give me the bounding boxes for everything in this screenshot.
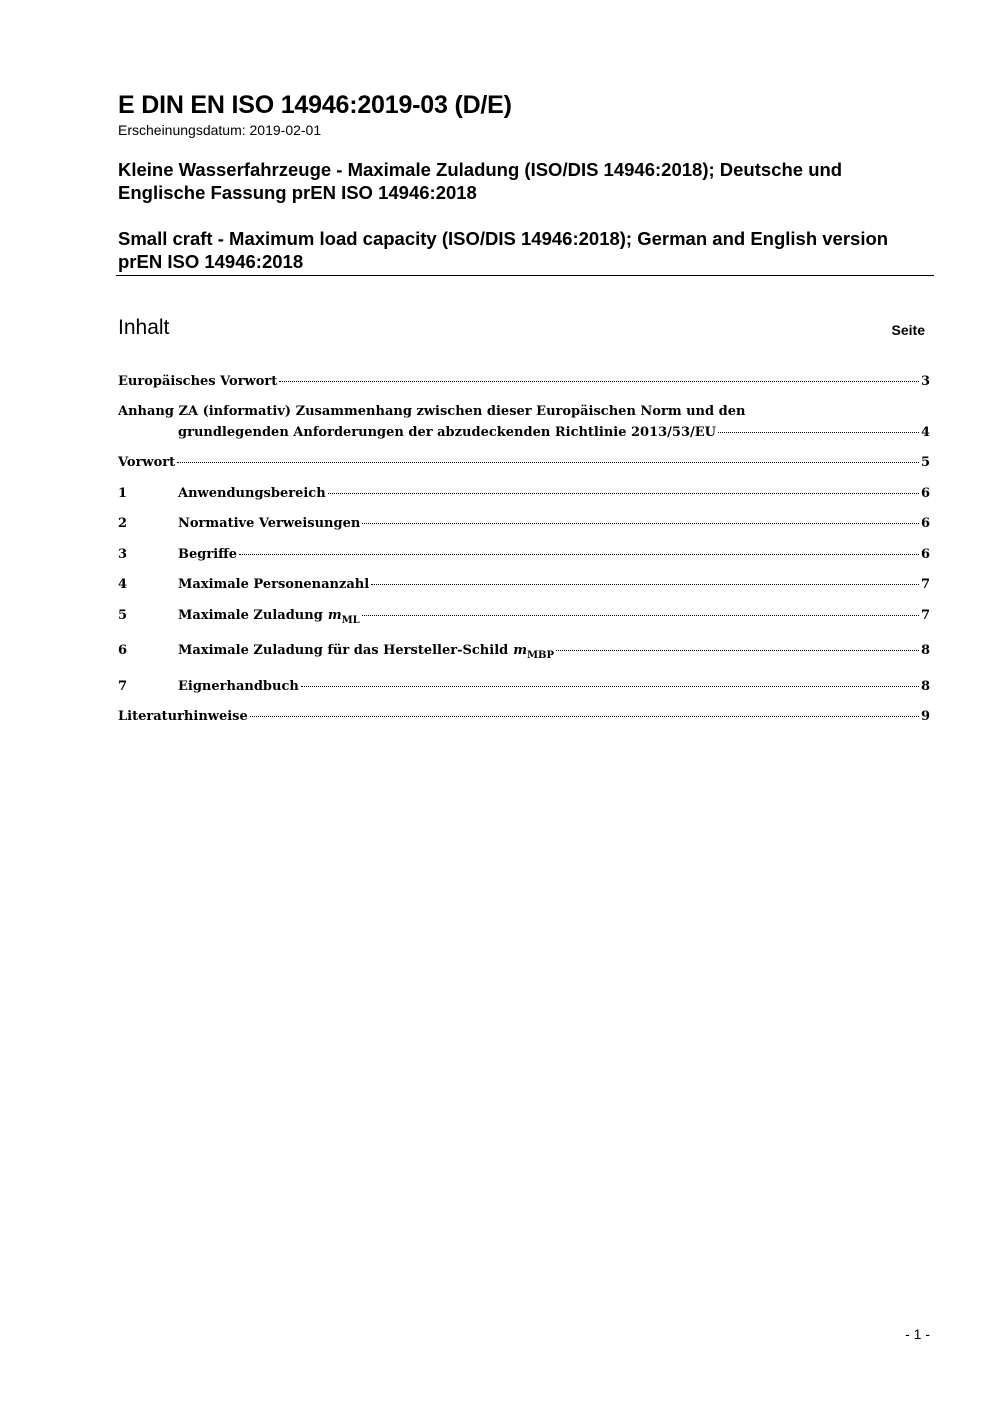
- document-title: E DIN EN ISO 14946:2019-03 (D/E): [118, 91, 512, 119]
- toc-leader: [279, 381, 919, 382]
- toc-entry-title: Literaturhinweise: [118, 709, 248, 724]
- toc-entry-title: Maximale Personenanzahl: [178, 577, 370, 592]
- toc-entry-europaeisches-vorwort[interactable]: [118, 372, 930, 392]
- toc-leader: [718, 432, 919, 433]
- toc-entry-title: Maximale Zuladung: [178, 608, 323, 623]
- toc-entry-title: Anwendungsbereich: [178, 486, 326, 501]
- toc-entry-number: 2: [118, 516, 128, 531]
- toc-entry-page: 3: [920, 374, 930, 389]
- toc-leader: [328, 493, 919, 494]
- toc-entry-number: 7: [118, 679, 128, 694]
- toc-entry-page: 6: [920, 516, 930, 531]
- toc-entry-3[interactable]: [118, 545, 930, 565]
- toc-entry-number: 4: [118, 577, 128, 592]
- title-german: Kleine Wasserfahrzeuge - Maximale Zuladung (ISO/DIS 14946:2018); Deutsche und Englische Fassung prEN ISO 14946:2018: [118, 159, 843, 203]
- toc-entry-page: 7: [920, 577, 930, 592]
- toc-entry-page: 6: [920, 486, 930, 501]
- toc-leader: [250, 716, 919, 717]
- toc-entry-title: Europäisches Vorwort: [118, 374, 278, 389]
- toc-entry-title: Vorwort: [118, 455, 176, 470]
- toc-leader: [362, 615, 919, 616]
- toc-entry-number: 3: [118, 547, 128, 562]
- title-english: Small craft - Maximum load capacity (ISO/DIS 14946:2018); German and English version prEN ISO 14946:2018: [118, 228, 889, 272]
- toc-entry-title: Normative Verweisungen: [178, 516, 361, 531]
- toc-entry-page: 4: [920, 425, 930, 440]
- issue-date: Erscheinungsdatum: 2019-02-01: [118, 122, 322, 138]
- toc-entry-2[interactable]: [118, 514, 930, 534]
- toc-entry-page: 5: [920, 455, 930, 470]
- toc-leader: [239, 554, 919, 555]
- header-divider: [116, 275, 934, 276]
- toc-leader: [362, 523, 919, 524]
- toc-entry-4[interactable]: [118, 575, 930, 595]
- toc-entry-7[interactable]: [118, 677, 930, 697]
- toc-entry-page: 7: [920, 608, 930, 623]
- toc-entry-vorwort[interactable]: [118, 453, 930, 473]
- toc-entry-1[interactable]: [118, 484, 930, 504]
- toc-entry-anhang-za[interactable]: [118, 402, 930, 443]
- toc-heading: Inhalt: [118, 316, 170, 339]
- toc-entry-page: 9: [920, 709, 930, 724]
- toc-page-label: Seite: [891, 322, 925, 338]
- math-symbol: $m_{MBP}$: [513, 643, 555, 661]
- math-symbol: $m_{ML}$: [327, 608, 360, 626]
- toc-entry-number: 1: [118, 486, 128, 501]
- toc-entry-title-line1: Anhang ZA (informativ) Zusammenhang zwischen dieser Europäischen Norm und den: [118, 404, 746, 419]
- toc-leader: [556, 650, 919, 651]
- toc-entry-number: 6: [118, 643, 128, 658]
- toc-leader: [301, 686, 919, 687]
- toc-entry-page: 8: [920, 679, 930, 694]
- toc-entry-5[interactable]: [118, 606, 930, 631]
- page-number: - 1 -: [905, 1326, 930, 1342]
- toc-entry-number: 5: [118, 608, 128, 623]
- toc-entry-literaturhinweise[interactable]: [118, 707, 930, 727]
- toc-leader: [177, 462, 919, 463]
- toc-entry-6[interactable]: [118, 641, 930, 666]
- toc-entry-title-line2: grundlegenden Anforderungen der abzudeckenden Richtlinie 2013/53/EU: [178, 425, 717, 440]
- toc-entry-title: Begriffe: [178, 547, 238, 562]
- toc-entry-page: 6: [920, 547, 930, 562]
- toc-entry-page: 8: [920, 643, 930, 658]
- toc-entry-title: Eignerhandbuch: [178, 679, 299, 694]
- toc-entry-title: Maximale Zuladung für das Hersteller-Schild: [178, 643, 509, 658]
- toc-leader: [371, 584, 919, 585]
